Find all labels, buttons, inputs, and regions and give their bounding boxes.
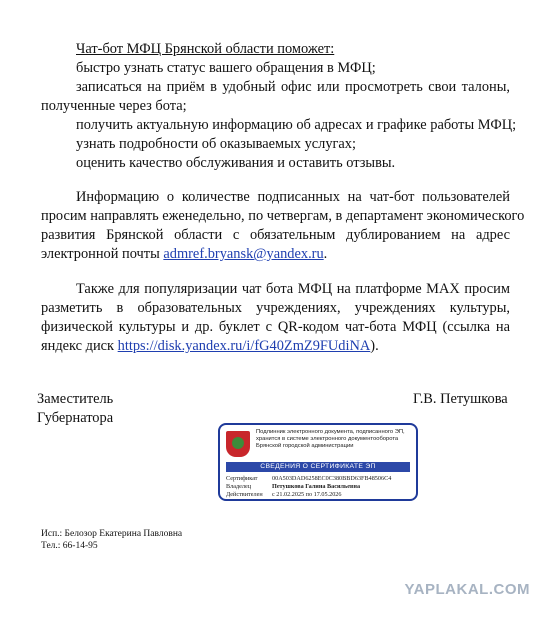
paragraph-line: Также для популяризации чат бота МФЦ на платформе MAX просим [76, 281, 510, 297]
stamp-note: Подлинник электронного документа, подписанного ЭП, хранится в системе электронного документооборота Брянской городской администрации [256, 429, 405, 449]
stamp-cert-row [226, 475, 416, 483]
paragraph-line: просим направлять еженедельно, по четвергам, в департамент экономического [41, 208, 525, 224]
list-item: быстро узнать статус вашего обращения в МФЦ; [76, 60, 376, 76]
paragraph-line: Информацию о количестве подписанных на чат-бот пользователей [76, 189, 510, 205]
signer-position [37, 390, 113, 428]
email-prefix: электронной почты [41, 246, 164, 262]
list-item: оценить качество обслуживания и оставить отзывы. [76, 155, 396, 171]
signer-position-line2: Губернатора [37, 410, 114, 426]
stamp-owner-label: Владелец [226, 483, 252, 490]
paragraph-line [41, 245, 327, 264]
stamp-valid-row [226, 491, 416, 499]
stamp-header: СВЕДЕНИЯ О СЕРТИФИКАТЕ ЭП [226, 462, 410, 472]
stamp-cert-label: Сертификат [226, 475, 258, 482]
disk-link[interactable]: https://disk.yandex.ru/i/fG40ZmZ9FUdiNA [117, 338, 371, 354]
stamp-cert-value: 00A503DAD6258EC0C380BBD63FB48506C4 [272, 475, 392, 482]
list-item: записаться на приём в удобный офис или просмотреть свои талоны, [76, 79, 510, 95]
link-suffix: ). [370, 338, 379, 354]
email-link[interactable]: admref.bryansk@yandex.ru [163, 246, 324, 262]
coat-of-arms-icon [226, 431, 250, 457]
stamp-valid-label: Действителен [226, 491, 263, 498]
paragraph-line: разметить в образовательных учреждениях, учреждениях культуры, [41, 300, 510, 316]
signer-name: Г.В. Петушкова [413, 391, 508, 407]
executor-phone: Тел.: 66-14-95 [41, 541, 98, 551]
link-prefix: яндекс диск [41, 338, 118, 354]
stamp-valid-value: с 21.02.2025 по 17.05.2026 [272, 491, 342, 498]
paragraph-line: физической культуры и др. буклет с QR-кодом чат-бота МФЦ (ссылка на [41, 319, 510, 335]
email-suffix: . [323, 246, 328, 262]
list-item: узнать подробности об оказываемых услугах; [76, 136, 357, 152]
e-signature-stamp [218, 423, 418, 501]
stamp-owner-row [226, 483, 416, 491]
signer-position-line1: Заместитель [37, 391, 114, 407]
list-item-continuation: полученные через бота; [41, 98, 187, 114]
list-heading: Чат-бот МФЦ Брянской области поможет: [76, 41, 335, 57]
paragraph-line [41, 337, 379, 356]
executor-name: Исп.: Белозор Екатерина Павловна [41, 529, 183, 539]
watermark: YAPLAKAL.COM [404, 581, 530, 598]
list-item: получить актуальную информацию об адресах и графике работы МФЦ; [76, 117, 517, 133]
paragraph-line: развития Брянской области с обязательным дублированием на адрес [41, 227, 510, 243]
stamp-owner-value: Петушкова Галина Васильевна [272, 483, 361, 490]
